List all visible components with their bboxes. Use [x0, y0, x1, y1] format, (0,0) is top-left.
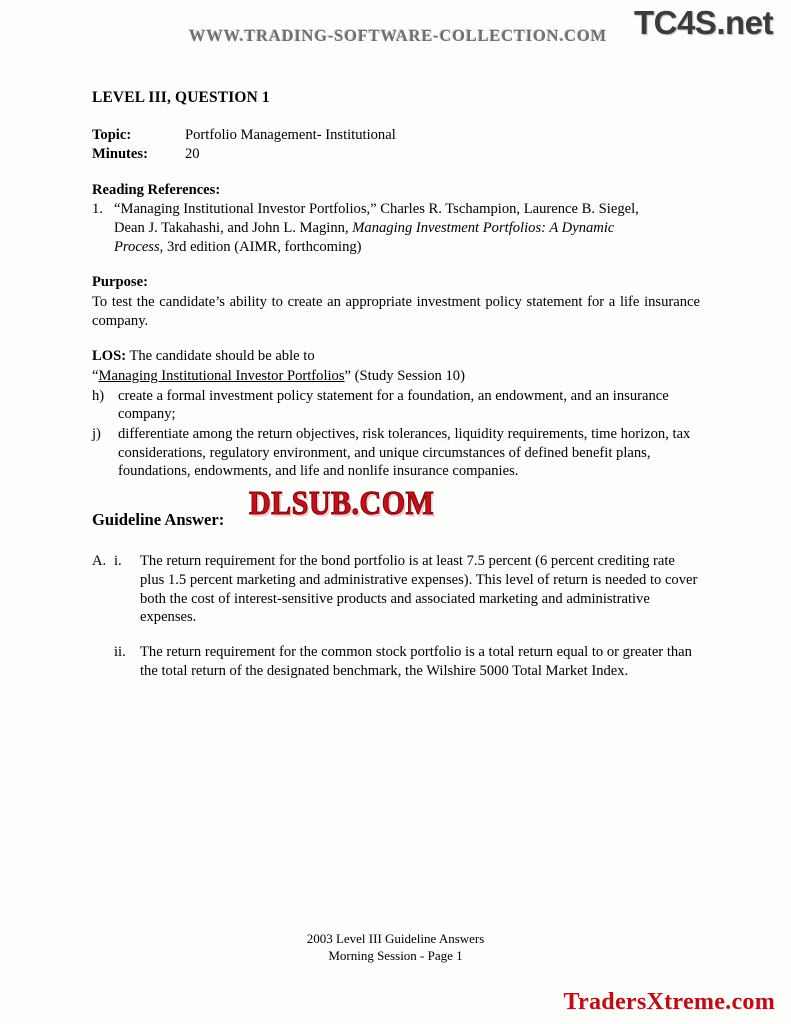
meta-value-topic: Portfolio Management- Institutional: [185, 126, 396, 143]
reading-reference-number: 1.: [92, 201, 103, 218]
meta-row-topic: [92, 126, 700, 145]
los-item-h-label: h): [92, 387, 105, 404]
reading-reference-line3-plain: , 3rd edition (AIMR, forthcoming): [159, 238, 362, 255]
guideline-answer-item-ii: [92, 643, 700, 680]
los-quote-open: “: [92, 368, 99, 385]
footer-line-2: Morning Session - Page 1: [328, 948, 463, 964]
los-intro-line: [92, 347, 700, 366]
los-label: LOS:: [92, 348, 127, 365]
reading-reference-line3-italic: Process: [114, 238, 160, 255]
reading-references-heading: Reading References:: [92, 181, 221, 198]
reading-reference-line2-italic: Managing Investment Portfolios: A Dynamic: [352, 220, 615, 236]
los-source-line: [92, 367, 700, 386]
reading-reference-line2-plain: Dean J. Takahashi, and John L. Maginn,: [114, 220, 353, 236]
purpose-heading: Purpose:: [92, 274, 148, 291]
los-source-title: Managing Institutional Investor Portfolios: [98, 368, 345, 385]
guideline-answer-text-ii: The return requirement for the common stock portfolio is a total return equal to or greater than the total return of the designated benchmark, the Wilshire 5000 Total Market Index.: [140, 643, 692, 679]
guideline-answer-roman-label-ii: ii.: [114, 643, 126, 660]
page-footer: [0, 930, 791, 964]
watermark-tc4s: TC4S.net: [633, 4, 773, 41]
reading-reference-item: [92, 200, 700, 256]
page-title: LEVEL III, QUESTION 1: [92, 89, 270, 106]
los-quote-close: ” (Study Session 10): [344, 368, 465, 385]
guideline-answer-text-i: The return requirement for the bond portfolio is at least 7.5 percent (6 percent crediting rate plus 1.5 percent marketing and administrative expenses). This level of return is needed to cover both the cost of interest-sensitive products and associated marketing and administrative expenses.: [140, 553, 698, 626]
los-item-j-label: j): [92, 426, 101, 443]
document-body: [92, 88, 700, 680]
meta-value-minutes: 20: [185, 145, 200, 162]
guideline-answer-item-i: [92, 552, 700, 627]
guideline-answer-outer-label: A.: [92, 553, 107, 570]
reading-reference-line1: “Managing Institutional Investor Portfolios,” Charles R. Tschampion, Laurence B. Siegel,: [114, 201, 639, 218]
los-item-j-text: differentiate among the return objectives, risk tolerances, liquidity requirements, time horizon, tax considerations, regulatory environment, and unique circumstances of defined benefit plans, foundations, endowments, and life and nonlife insurance companies.: [118, 426, 691, 480]
guideline-answer-heading: Guideline Answer:: [92, 510, 225, 530]
meta-key-topic: Topic:: [92, 126, 132, 143]
los-item-j: [92, 425, 700, 481]
watermark-tradersxtreme: TradersXtreme.com: [563, 989, 775, 1015]
watermark-top-url: WWW.TRADING-SOFTWARE-COLLECTION.COM: [189, 26, 607, 45]
guideline-answer-roman-label-i: i.: [114, 553, 122, 570]
meta-key-minutes: Minutes:: [92, 145, 148, 162]
meta-row-minutes: [92, 145, 700, 164]
footer-line-1: 2003 Level III Guideline Answers: [306, 931, 485, 946]
los-intro-text: The candidate should be able to: [126, 348, 315, 365]
los-item-h: [92, 387, 700, 424]
purpose-body: To test the candidate’s ability to create an appropriate investment policy statement for a life insurance company.: [92, 294, 700, 329]
watermark-dlsub: DLSUB.COM: [249, 484, 435, 522]
los-item-h-text: create a formal investment policy statement for a foundation, an endowment, and an insurance company;: [118, 387, 669, 423]
